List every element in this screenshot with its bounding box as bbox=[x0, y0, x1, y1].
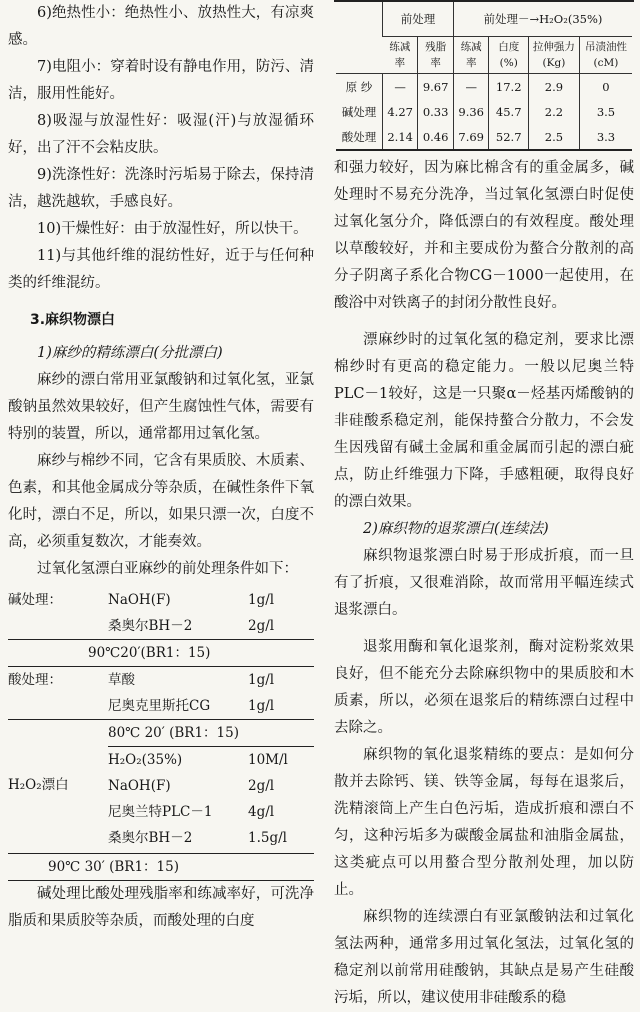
paragraph: 过氧化氢漂白亚麻纱的前处理条件如下： bbox=[37, 561, 298, 577]
chemical-name: 尼奥兰特PLC－1 bbox=[108, 804, 213, 820]
recipe-label: 酸处理： bbox=[8, 672, 62, 688]
paragraph: 麻织物的氧化退浆精练的要点：是如何分散并去除钙、镁、铁等金属，每每在退浆后，洗精滚筒上产生白色污垢，造成折痕和漂白不匀，这种污垢多为碳酸金属盐和油脂金属盐，这类疵点可以用螯合型分散剂处理，加以防止。 bbox=[334, 747, 634, 898]
table-cell: 52.7 bbox=[489, 124, 528, 150]
paragraph: 麻织物的连续漂白有亚氯酸钠法和过氧化氢法两种，通常多用过氧化氢法，过氧化氢的稳定剂以前常用硅酸钠，其缺点是易产生硅酸污垢，所以，建议使用非硅酸系的稳 bbox=[334, 909, 634, 1006]
table-cell: 0 bbox=[579, 74, 632, 100]
chemical-name: 草酸 bbox=[108, 672, 135, 688]
table-subheader: 残脂率 bbox=[418, 37, 454, 74]
paragraph: 10)干燥性好：由于放湿性好，所以快干。 bbox=[37, 221, 308, 237]
paragraph: 11)与其他纤维的混纺性好，近于与任何种类的纤维混纺。 bbox=[8, 248, 314, 291]
table-cell: 9.36 bbox=[453, 99, 489, 124]
table-cell: 0.33 bbox=[418, 99, 454, 124]
table-cell: 7.69 bbox=[453, 124, 489, 150]
table-header-post: 前处理－→H₂O₂(35%) bbox=[453, 2, 632, 37]
chemical-amount: 10M/l bbox=[248, 752, 288, 768]
right-column bbox=[334, 0, 634, 1012]
subsection-heading: 1)麻纱的精练漂白(分批漂白) bbox=[37, 345, 223, 361]
paragraph: 8)吸湿与放湿性好：吸湿(汗)与放湿循环好，出了汗不会粘皮肤。 bbox=[8, 113, 314, 156]
paragraph: 9)洗涤性好：洗涤时污垢易于除去，保持清洁，越洗越软，手感良好。 bbox=[8, 167, 314, 210]
chemical-amount: 2g/l bbox=[248, 618, 275, 634]
table-row bbox=[336, 74, 632, 100]
subsection-heading: 2)麻织物的退浆漂白(连续法) bbox=[363, 521, 549, 537]
table-header-pre: 前处理 bbox=[383, 2, 454, 37]
chemical-amount: 2g/l bbox=[248, 778, 275, 794]
left-column bbox=[8, 0, 314, 935]
chemical-name: 桑奥尔BH－2 bbox=[108, 618, 193, 634]
chemical-name: 尼奥克里斯托CG bbox=[108, 698, 211, 714]
table-subheader: 练减率 bbox=[453, 37, 489, 74]
section-heading: 3.麻织物漂白 bbox=[30, 312, 116, 328]
chemical-name: H₂O₂(35%) bbox=[108, 752, 183, 768]
recipe-group-acid bbox=[8, 667, 314, 719]
row-label: 碱处理 bbox=[341, 104, 377, 119]
table-subheader: 拉伸强力(Kg) bbox=[528, 37, 579, 74]
chemical-name: NaOH(F) bbox=[108, 592, 171, 608]
table-row bbox=[336, 124, 632, 150]
table-row bbox=[336, 99, 632, 124]
paragraph: 麻纱与棉纱不同，它含有果质胶、木质素、色素，和其他金属成分等杂质，在碱性条件下氧化时，漂白不足，所以，如果只漂一次，白度不高，必须重复数次，才能奏效。 bbox=[8, 453, 314, 550]
results-table-wrapper bbox=[334, 0, 634, 151]
recipe-condition: 90℃ 30′ (BR1：15) bbox=[8, 853, 314, 881]
table-cell: 2.9 bbox=[528, 74, 579, 100]
chemical-name: 桑奥尔BH－2 bbox=[108, 830, 193, 846]
recipe-label: 碱处理： bbox=[8, 592, 62, 608]
table-subheader: 白度(%) bbox=[489, 37, 528, 74]
paragraph: 7)电阻小：穿着时设有静电作用，防污、清洁，服用性能好。 bbox=[8, 59, 314, 102]
recipe-group-alkali bbox=[8, 587, 314, 639]
table-cell: — bbox=[383, 74, 418, 100]
chemical-name: NaOH(F) bbox=[108, 778, 171, 794]
paragraph: 退浆用酶和氧化退浆剂，酶对淀粉浆效果良好，但不能充分去除麻织物中的果质胶和木质素，所以，必须在退浆后的精练漂白过程中去除之。 bbox=[334, 639, 634, 736]
paragraph: 碱处理比酸处理残脂率和练减率好，可洗净脂质和果质胶等杂质，而酸处理的白度 bbox=[8, 886, 314, 929]
chemical-amount: 1g/l bbox=[248, 672, 275, 688]
row-label: 原 纱 bbox=[345, 79, 373, 94]
table-cell: 2.5 bbox=[528, 124, 579, 150]
recipe-label: H₂O₂漂白 bbox=[8, 777, 69, 793]
row-label: 酸处理 bbox=[336, 124, 383, 150]
chemical-amount: 4g/l bbox=[248, 804, 275, 820]
table-cell: — bbox=[453, 74, 489, 100]
table-subheader: 吊渍油性(cM) bbox=[579, 37, 632, 74]
table-cell: 9.67 bbox=[418, 74, 454, 100]
table-cell: 4.27 bbox=[383, 99, 418, 124]
chemical-amount: 1g/l bbox=[248, 698, 275, 714]
chemical-amount: 1.5g/l bbox=[248, 830, 287, 846]
pretreatment-recipe bbox=[8, 587, 314, 881]
table-cell: 0.46 bbox=[418, 124, 454, 150]
table-cell: 2.14 bbox=[383, 124, 418, 150]
recipe-condition: 90℃20′(BR1：15) bbox=[8, 639, 314, 667]
paragraph: 麻织物退浆漂白时易于形成折痕，而一旦有了折痕，又很难消除，故而常用平幅连续式退浆漂白。 bbox=[334, 548, 634, 618]
table-subheader: 练减率 bbox=[383, 37, 418, 74]
paragraph: 和强力较好，因为麻比棉含有的重金属多，碱处理时不易充分洗净，当过氧化氢漂白时促使过氧化氢分介，降低漂白的有效程度。酸处理以草酸较好，并和主要成份为螯合分散剂的高分子阴离子系化合物CG－1000一起使用，在酸浴中对铁离子的封闭分散性良好。 bbox=[334, 160, 634, 311]
chemical-amount: 1g/l bbox=[248, 592, 275, 608]
table-cell: 45.7 bbox=[489, 99, 528, 124]
paragraph: 漂麻纱时的过氧化氢的稳定剂，要求比漂棉纱时有更高的稳定能力。一般以尼奥兰特PLC－1较好，这是一只聚α－烃基丙烯酸钠的非硅酸系稳定剂，能保持螯合分散力，不会发生因残留有碱土金属和重金属而引起的漂白疵点，防止纤维强力下降，手感粗硬，取得良好的漂白效果。 bbox=[334, 332, 634, 510]
table-cell: 17.2 bbox=[489, 74, 528, 100]
table-cell: 3.3 bbox=[579, 124, 632, 150]
results-table bbox=[336, 2, 632, 151]
paragraph: 6)绝热性小：绝热性小、放热性大，有凉爽感。 bbox=[8, 5, 314, 48]
recipe-condition: 80℃ 20′ (BR1：15) bbox=[108, 725, 239, 741]
paragraph: 麻纱的漂白常用亚氯酸钠和过氧化氢，亚氯酸钠虽然效果较好，但产生腐蚀性气体，需要有特别的装置，所以，通常都用过氧化氢。 bbox=[8, 372, 314, 442]
table-cell: 2.2 bbox=[528, 99, 579, 124]
table-corner bbox=[336, 2, 383, 74]
recipe-group-h2o2 bbox=[8, 719, 314, 851]
table-cell: 3.5 bbox=[579, 99, 632, 124]
